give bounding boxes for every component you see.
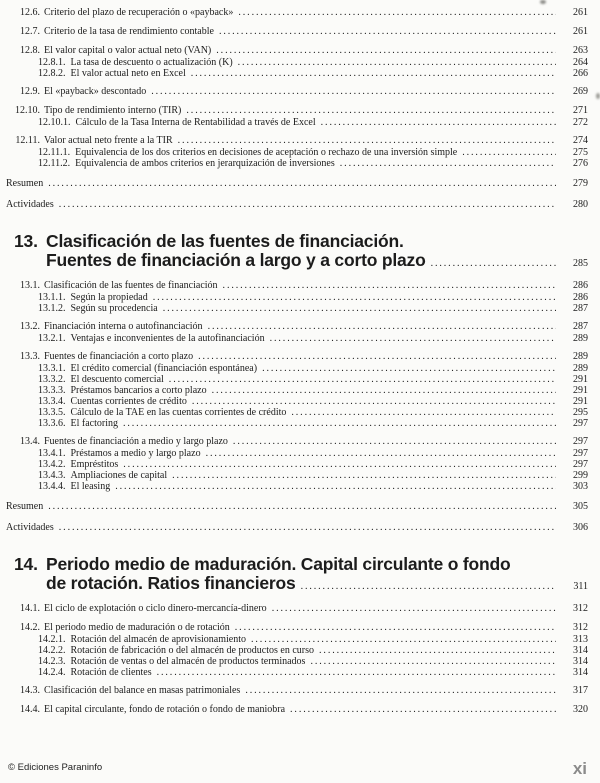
entry-title: Equivalencia de ambos criterios en jerarquización de inversiones [75,158,335,169]
chapter-title-line2: de rotación. Ratios financieros [46,573,296,593]
dot-leader [321,117,556,128]
toc-entry [6,667,588,678]
entry-page-number: 286 [573,280,588,291]
entry-number: 12.11.2. [38,158,71,169]
entry-page-number: 295 [573,407,588,418]
entry-number: 13.4. [20,436,40,447]
entry-number: 13.1. [20,280,40,291]
dot-leader [157,667,556,678]
toc-entry [6,199,588,211]
toc-entry [6,363,588,374]
page-folio: xi [572,759,587,778]
toc-entry [6,57,588,68]
dot-leader [208,321,556,333]
dot-leader [48,178,556,190]
dot-leader [172,470,556,481]
entry-title: Cálculo de la Tasa Interna de Rentabilidad a través de Excel [75,117,316,128]
dot-leader [291,407,556,418]
toc-entry [6,147,588,158]
entry-page-number: 291 [573,396,588,407]
toc-entry [6,481,588,492]
dot-leader [238,7,556,19]
dot-leader [212,385,556,396]
toc-entry [6,436,588,448]
entry-page-number: 320 [573,704,588,715]
chapter-heading [6,555,588,596]
dot-leader [151,86,556,98]
entry-number: 12.11.1. [38,147,71,158]
dot-leader [431,254,556,273]
toc-entry [6,501,588,513]
entry-page-number: 279 [573,178,588,189]
entry-number: 12.6. [20,7,40,18]
dot-leader [223,280,556,292]
entry-page-number: 314 [573,667,588,678]
toc-entry [6,135,588,147]
entry-title: Criterio del plazo de recuperación o «payback» [44,7,234,18]
entry-number: 13.1.2. [38,303,66,314]
entry-title: Resumen [6,501,44,512]
entry-title: El descuento comercial [70,374,164,385]
toc-entry [6,385,588,396]
entry-page-number: 306 [573,522,588,533]
entry-page-number: 274 [573,135,588,146]
entry-title: La tasa de descuento o actualización (K) [70,57,233,68]
entry-title: Actividades [6,522,54,533]
dot-leader [251,634,556,645]
dot-leader [233,436,556,448]
entry-page-number: 297 [573,448,588,459]
entry-title: El «payback» descontado [44,86,147,97]
entry-number: 12.7. [20,26,40,37]
toc-entry [6,105,588,117]
toc-entry [6,470,588,481]
toc-entry [6,396,588,407]
dot-leader [301,577,556,596]
entry-page-number: 314 [573,645,588,656]
entry-page-number: 297 [573,436,588,447]
entry-number: 13.3.3. [38,385,66,396]
entry-page-number: 291 [573,374,588,385]
toc-entry [6,374,588,385]
entry-page-number: 303 [573,481,588,492]
toc-entry [6,178,588,190]
entry-title: Según la propiedad [70,292,148,303]
entry-page-number: 286 [573,292,588,303]
entry-page-number: 289 [573,333,588,344]
entry-page-number: 263 [573,45,588,56]
entry-page-number: 289 [573,351,588,362]
scan-artifact [540,0,546,4]
entry-page-number: 280 [573,199,588,210]
entry-page-number: 264 [573,57,588,68]
chapter-title-line2: Fuentes de financiación a largo y a corto plazo [46,250,426,270]
toc-entry [6,685,588,697]
entry-title: Fuentes de financiación a medio y largo plazo [44,436,228,447]
entry-page-number: 314 [573,656,588,667]
toc-entry [6,704,588,716]
dot-leader [340,158,556,169]
dot-leader [123,459,556,470]
dot-leader [198,351,556,363]
entry-title: Clasificación del balance en masas patrimoniales [44,685,241,696]
entry-number: 13.4.1. [38,448,66,459]
dot-leader [238,57,556,68]
entry-page-number: 261 [573,7,588,18]
entry-number: 13.3.4. [38,396,66,407]
entry-title: Clasificación de las fuentes de financiación [44,280,218,291]
toc-entry [6,45,588,57]
entry-title: El valor capital o valor actual neto (VAN) [44,45,212,56]
entry-number: 12.8. [20,45,40,56]
entry-number: 13.2.1. [38,333,66,344]
entry-page-number: 287 [573,321,588,332]
entry-page-number: 266 [573,68,588,79]
entry-title: Valor actual neto frente a la TIR [44,135,173,146]
entry-title: Empréstitos [70,459,119,470]
toc-entry [6,26,588,38]
entry-title: Financiación interna o autofinanciación [44,321,203,332]
entry-number: 14.1. [20,603,40,614]
chapter-title [46,555,588,596]
entry-page-number: 271 [573,105,588,116]
entry-title: Equivalencia de los dos criterios en decisiones de aceptación o rechazo de una inversión simple [75,147,458,158]
entry-number: 13.1.1. [38,292,66,303]
entry-title: Préstamos bancarios a corto plazo [70,385,207,396]
entry-page-number: 297 [573,418,588,429]
toc-entry [6,117,588,128]
entry-page-number: 305 [573,501,588,512]
entry-number: 14.2.2. [38,645,66,656]
entry-title: El leasing [70,481,111,492]
entry-number: 12.10. [15,105,40,116]
dot-leader [216,45,556,57]
dot-leader [59,199,556,211]
toc-entry [6,333,588,344]
dot-leader [115,481,556,492]
toc-entry [6,68,588,79]
dot-leader [462,147,556,158]
toc-entry [6,158,588,169]
toc-entry [6,634,588,645]
dot-leader [310,656,556,667]
entry-number: 12.10.1. [38,117,71,128]
dot-leader [186,105,556,117]
toc-entry [6,622,588,634]
toc-entry [6,303,588,314]
toc-entry [6,459,588,470]
entry-title: Rotación del almacén de aprovisionamiento [70,634,246,645]
entry-number: 13.3.6. [38,418,66,429]
entry-title: Según su procedencia [70,303,158,314]
entry-number: 14.2.4. [38,667,66,678]
toc-entry [6,522,588,534]
entry-title: El factoring [70,418,118,429]
entry-title: Fuentes de financiación a corto plazo [44,351,194,362]
copyright-notice: © Ediciones Paraninfo [8,762,103,773]
entry-title: Ampliaciones de capital [70,470,168,481]
chapter-title-line1: Periodo medio de maduración. Capital circulante o fondo [46,554,511,574]
chapter-page-number: 311 [573,581,588,592]
entry-number: 14.3. [20,685,40,696]
dot-leader [319,645,556,656]
dot-leader [219,26,556,38]
chapter-number: 13. [14,231,38,251]
dot-leader [270,333,556,344]
entry-number: 14.2.3. [38,656,66,667]
toc-entry [6,418,588,429]
entry-title: El periodo medio de maduración o de rotación [44,622,230,633]
entry-title: Cuentas corrientes de crédito [70,396,187,407]
dot-leader [290,704,556,716]
toc-entry [6,603,588,615]
toc-entry [6,407,588,418]
entry-title: Resumen [6,178,44,189]
entry-page-number: 312 [573,622,588,633]
entry-number: 12.8.2. [38,68,66,79]
toc-entry [6,448,588,459]
entry-number: 13.3. [20,351,40,362]
dot-leader [272,603,556,615]
chapter-title-line2-row [46,251,588,273]
dot-leader [206,448,556,459]
entry-number: 13.4.3. [38,470,66,481]
entry-title: Ventajas e inconvenientes de la autofinanciación [70,333,265,344]
entry-title: El crédito comercial (financiación espontánea) [70,363,258,374]
toc-entry [6,656,588,667]
dot-leader [48,501,556,513]
dot-leader [191,68,556,79]
entry-title: El capital circulante, fondo de rotación o fondo de maniobra [44,704,286,715]
entry-number: 14.2. [20,622,40,633]
entry-title: Actividades [6,199,54,210]
entry-title: El valor actual neto en Excel [70,68,186,79]
entry-number: 14.2.1. [38,634,66,645]
chapter-page-number: 285 [573,258,588,269]
toc-entry [6,86,588,98]
entry-number: 14.4. [20,704,40,715]
toc-entry [6,292,588,303]
entry-page-number: 299 [573,470,588,481]
entry-page-number: 272 [573,117,588,128]
entry-title: Criterio de la tasa de rendimiento contable [44,26,214,37]
entry-number: 13.3.1. [38,363,66,374]
entry-number: 13.3.2. [38,374,66,385]
entry-page-number: 291 [573,385,588,396]
entry-page-number: 312 [573,603,588,614]
entry-page-number: 317 [573,685,588,696]
entry-number: 13.3.5. [38,407,66,418]
dot-leader [169,374,556,385]
entry-number: 12.8.1. [38,57,66,68]
chapter-number: 14. [14,554,38,574]
entry-title: Rotación de fabricación o del almacén de productos en curso [70,645,315,656]
dot-leader [123,418,556,429]
entry-page-number: 287 [573,303,588,314]
scan-artifact [596,93,600,99]
toc-entry [6,351,588,363]
entry-page-number: 297 [573,459,588,470]
entry-number: 13.4.2. [38,459,66,470]
entry-title: Tipo de rendimiento interno (TIR) [44,105,182,116]
entry-number: 12.9. [20,86,40,97]
entry-page-number: 276 [573,158,588,169]
dot-leader [192,396,556,407]
entry-page-number: 313 [573,634,588,645]
dot-leader [59,522,556,534]
toc-entry [6,321,588,333]
dot-leader [163,303,556,314]
toc-entry [6,645,588,656]
dot-leader [235,622,556,634]
entry-title: Cálculo de la TAE en las cuentas corrientes de crédito [70,407,287,418]
dot-leader [153,292,556,303]
chapter-heading [6,232,588,273]
entry-title: Rotación de clientes [70,667,152,678]
dot-leader [262,363,556,374]
entry-title: Rotación de ventas o del almacén de productos terminados [70,656,306,667]
entry-page-number: 261 [573,26,588,37]
entry-title: Préstamos a medio y largo plazo [70,448,201,459]
toc-entry [6,280,588,292]
entry-number: 13.4.4. [38,481,66,492]
entry-number: 13.2. [20,321,40,332]
entry-page-number: 269 [573,86,588,97]
entry-page-number: 275 [573,147,588,158]
dot-leader [178,135,556,147]
entry-page-number: 289 [573,363,588,374]
dot-leader [245,685,556,697]
chapter-title-line2-row [46,574,588,596]
toc-entry [6,7,588,19]
entry-title: El ciclo de explotación o ciclo dinero-mercancía-dinero [44,603,267,614]
chapter-title-line1: Clasificación de las fuentes de financiación. [46,231,404,251]
chapter-title [46,232,588,273]
entry-number: 12.11. [15,135,40,146]
